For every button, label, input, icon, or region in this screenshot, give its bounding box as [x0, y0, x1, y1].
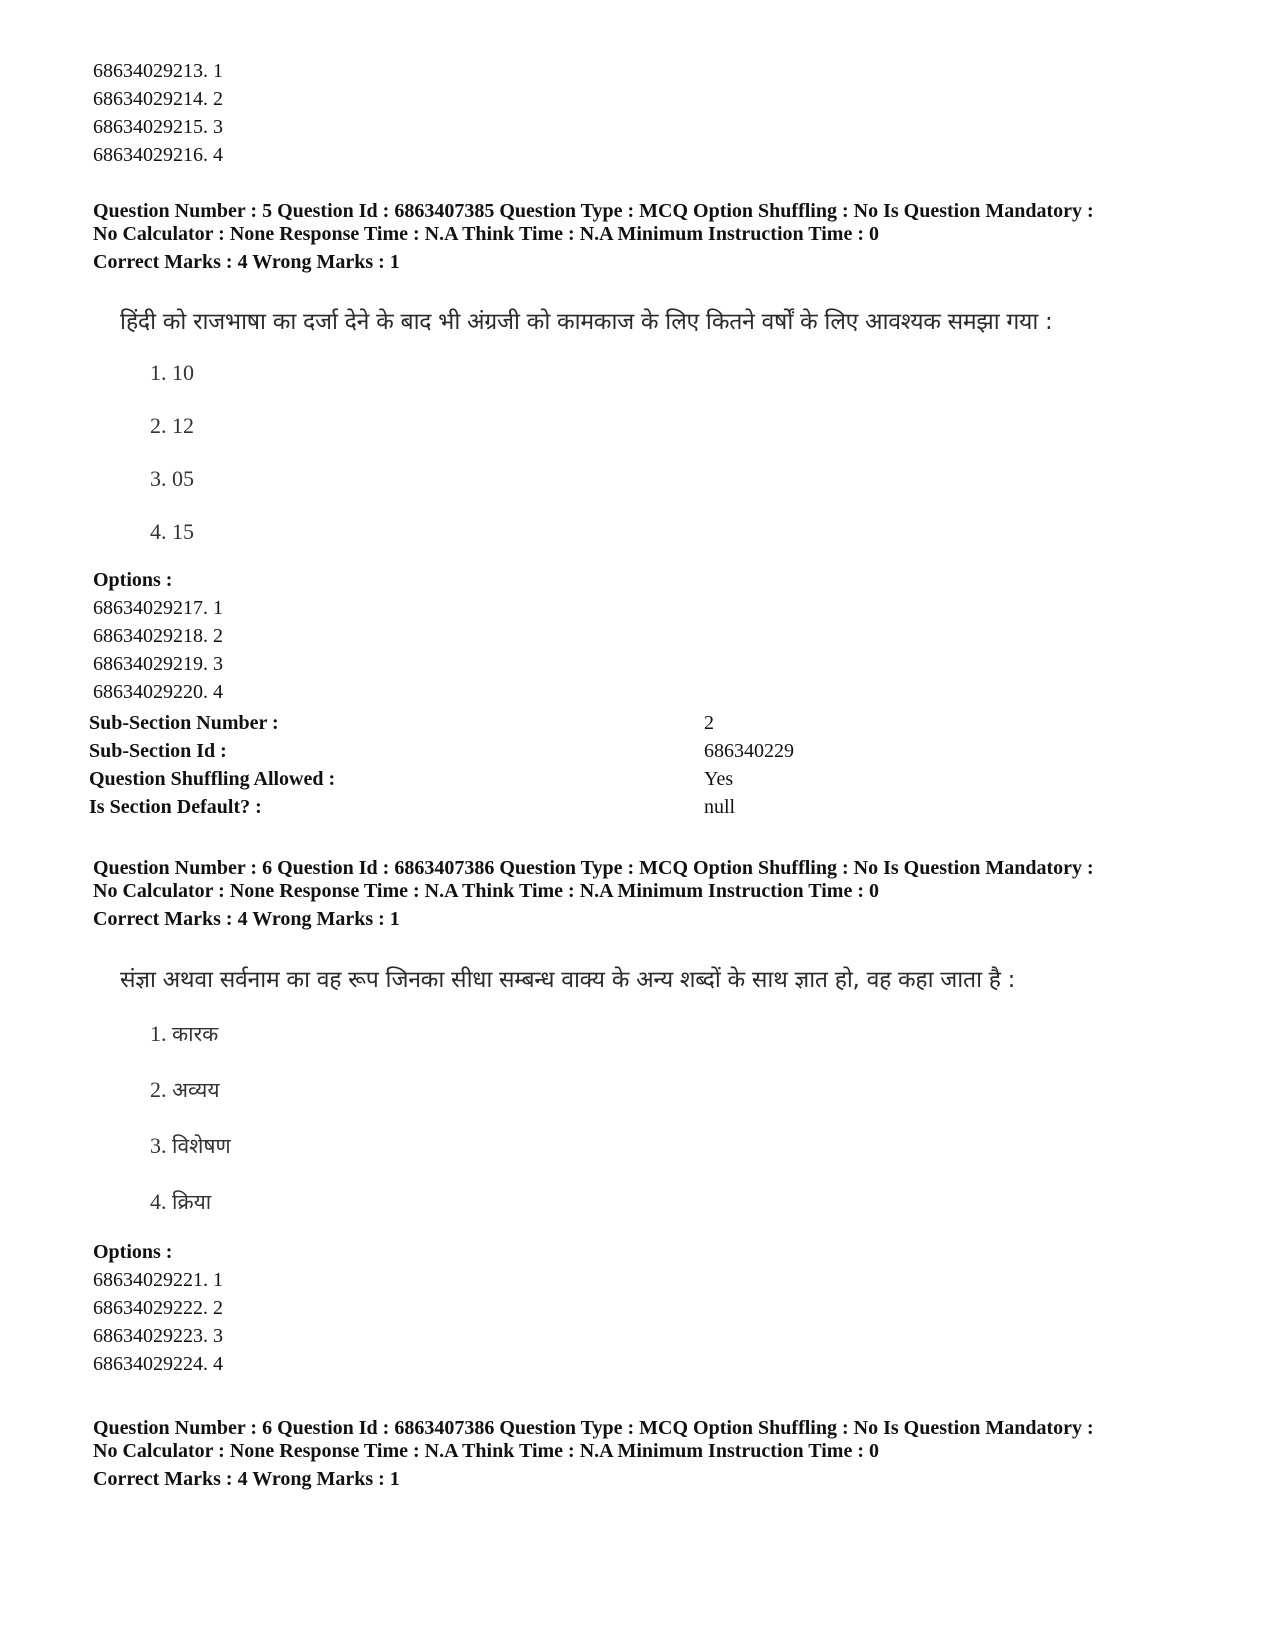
- subsection-number-label: Sub-Section Number :: [89, 712, 279, 734]
- question-header-line2: No Calculator : None Response Time : N.A Think Time : N.A Minimum Instruction Time : 0: [93, 223, 879, 245]
- question-choice: 1. 10: [150, 360, 194, 385]
- question-header-line2: No Calculator : None Response Time : N.A Think Time : N.A Minimum Instruction Time : 0: [93, 880, 879, 902]
- option-id-line: 68634029217. 1: [93, 597, 223, 619]
- question-header-line1: Question Number : 6 Question Id : 6863407386 Question Type : MCQ Option Shuffling : No Is Question Mandatory :: [93, 1417, 1094, 1439]
- option-id-line: 68634029218. 2: [93, 625, 223, 647]
- question-marks: Correct Marks : 4 Wrong Marks : 1: [93, 908, 400, 930]
- choice-text: अव्यय: [172, 1078, 220, 1102]
- section-default-value: null: [704, 796, 736, 818]
- question-choice: 3. 05: [150, 466, 194, 491]
- section-default-label: Is Section Default? :: [89, 796, 262, 818]
- option-id-line: 68634029214. 2: [93, 88, 223, 110]
- options-label: Options :: [93, 1241, 173, 1263]
- option-id-line: 68634029220. 4: [93, 681, 223, 703]
- question-text: संज्ञा अथवा सर्वनाम का वह रूप जिनका सीधा सम्बन्ध वाक्य के अन्य शब्दों के साथ ज्ञात हो, वह कहा जाता है :: [120, 967, 1016, 993]
- option-id-line: 68634029224. 4: [93, 1353, 223, 1375]
- question-choice: [150, 1188, 211, 1216]
- question-header-line2: No Calculator : None Response Time : N.A Think Time : N.A Minimum Instruction Time : 0: [93, 1440, 879, 1462]
- choice-text: कारक: [172, 1022, 219, 1046]
- question-marks: Correct Marks : 4 Wrong Marks : 1: [93, 1468, 400, 1490]
- question-header-line1: Question Number : 6 Question Id : 6863407386 Question Type : MCQ Option Shuffling : No Is Question Mandatory :: [93, 857, 1094, 879]
- option-id-line: 68634029216. 4: [93, 144, 223, 166]
- question-header-line1: Question Number : 5 Question Id : 6863407385 Question Type : MCQ Option Shuffling : No Is Question Mandatory :: [93, 200, 1094, 222]
- choice-number: 3.: [150, 1133, 167, 1158]
- choice-number: 4.: [150, 1189, 167, 1214]
- choice-text: क्रिया: [172, 1190, 212, 1214]
- choice-number: 2.: [150, 1077, 167, 1102]
- question-shuffling-value: Yes: [704, 768, 734, 790]
- option-id-line: 68634029221. 1: [93, 1269, 223, 1291]
- question-text: हिंदी को राजभाषा का दर्जा देने के बाद भी अंग्रजी को कामकाज के लिए कितने वर्षों के लिए आवश्यक समझा गया :: [120, 309, 1053, 335]
- option-id-line: 68634029222. 2: [93, 1297, 223, 1319]
- choice-text: विशेषण: [172, 1134, 231, 1158]
- subsection-number-value: 2: [704, 712, 714, 734]
- subsection-id-value: 686340229: [704, 740, 794, 762]
- option-id-line: 68634029213. 1: [93, 60, 223, 82]
- option-id-line: 68634029219. 3: [93, 653, 223, 675]
- question-choice: 2. 12: [150, 413, 194, 438]
- question-choice: 4. 15: [150, 519, 194, 544]
- option-id-line: 68634029215. 3: [93, 116, 223, 138]
- choice-number: 1.: [150, 1021, 167, 1046]
- options-label: Options :: [93, 569, 173, 591]
- question-choice: [150, 1076, 220, 1104]
- option-id-line: 68634029223. 3: [93, 1325, 223, 1347]
- question-shuffling-label: Question Shuffling Allowed :: [89, 768, 336, 790]
- question-choice: [150, 1020, 218, 1048]
- question-choice: [150, 1132, 231, 1160]
- subsection-id-label: Sub-Section Id :: [89, 740, 227, 762]
- question-marks: Correct Marks : 4 Wrong Marks : 1: [93, 251, 400, 273]
